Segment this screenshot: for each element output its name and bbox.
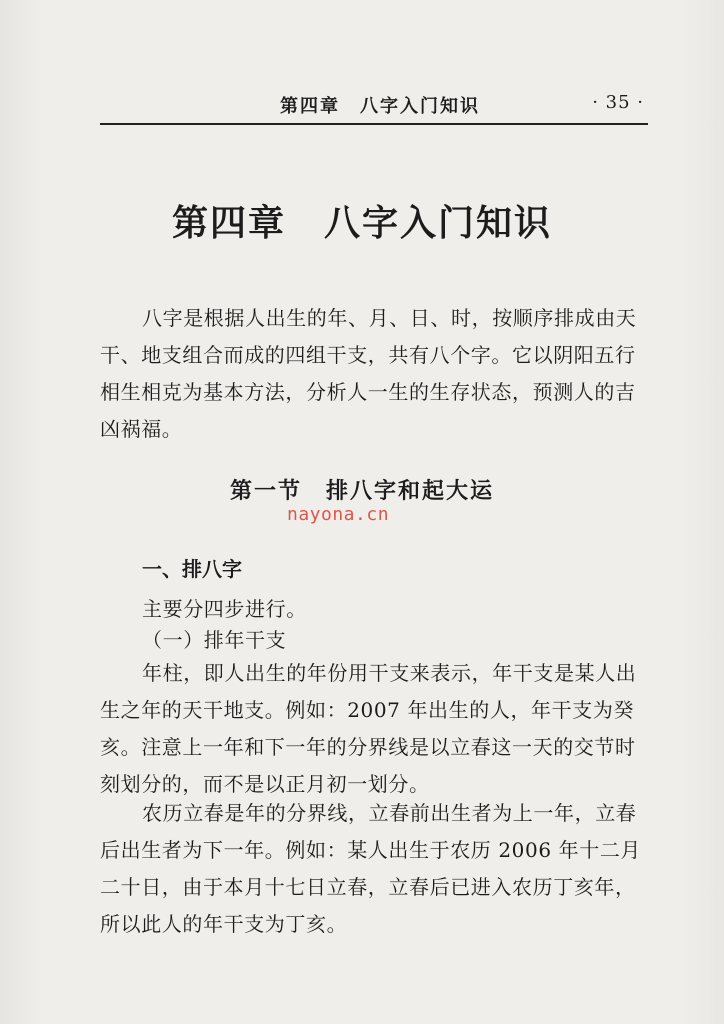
- body-paragraph: 农历立春是年的分界线，立春前出生者为上一年，立春后出生者为下一年。例如：某人出生于农历 2006 年十二月二十日，由于本月十七日立春，立春后已进入农历丁亥年，所以此人的年干支为丁亥。: [100, 801, 642, 936]
- subsection-heading: 一、排八字: [142, 557, 242, 581]
- chapter-title: 第四章 八字入门知识: [171, 202, 552, 244]
- running-header-title: 第四章 八字入门知识: [280, 96, 480, 117]
- sub-subsection-heading: （一）排年干支: [142, 628, 287, 652]
- header-rule: [100, 123, 648, 125]
- page-number: · 35 ·: [592, 92, 644, 113]
- steps-text: 主要分四步进行。: [142, 597, 307, 621]
- running-header: [100, 92, 648, 122]
- watermark-text: nayona.cn: [287, 504, 390, 525]
- section-title: 第一节 排八字和起大运: [229, 479, 494, 504]
- intro-paragraph: 八字是根据人出生的年、月、日、时，按顺序排成由天干、地支组合而成的四组干支，共有八个字。它以阴阳五行相生相克为基本方法，分析人一生的生存状态，预测人的吉凶祸福。: [100, 306, 637, 441]
- body-paragraph: 年柱，即人出生的年份用干支来表示，年干支是某人出生之年的天干地支。例如：2007 年出生的人，年干支为癸亥。注意上一年和下一年的分界线是以立春这一天的交节时刻划分的，而不是以正月初一划分。: [100, 661, 637, 796]
